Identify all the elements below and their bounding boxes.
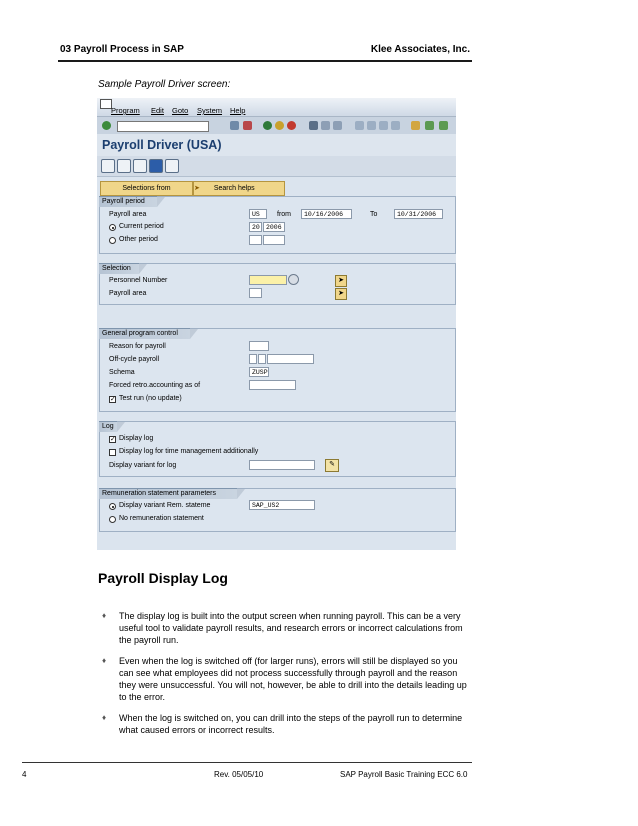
display-variant-rem-label: Display variant Rem. stateme (119, 502, 211, 509)
payroll-area-label: Payroll area (109, 211, 147, 218)
footer-document-title: SAP Payroll Basic Training ECC 6.0 (340, 770, 468, 779)
variant-icon[interactable] (133, 159, 147, 173)
section-title: Payroll Display Log (98, 570, 228, 586)
schema-label: Schema (109, 369, 135, 376)
diamond-bullet-icon: ♦ (102, 713, 107, 722)
menu-edit[interactable]: Edit (151, 106, 164, 115)
offcycle-date-input[interactable] (267, 354, 314, 364)
reason-input[interactable] (249, 341, 269, 351)
multiple-selection-personnel-button[interactable]: ➤ (335, 275, 347, 287)
list-item (102, 655, 474, 703)
remuneration-header: Remuneration statement parameters (99, 488, 237, 499)
footer-rule (22, 762, 472, 763)
search-helps-label: Search helps (213, 185, 255, 192)
layout-menu-icon[interactable] (439, 121, 448, 130)
figure-caption: Sample Payroll Driver screen: (98, 79, 231, 90)
bullet-text: Even when the log is switched off (for larger runs), errors will still be displayed so you can see what employees did not process successfully through payroll and the reason they were unsuccessful. You will not, however, be able to drill into the details leading up to the error. (119, 656, 467, 702)
footer-page-number: 4 (22, 770, 27, 779)
search-helps-button[interactable] (193, 181, 285, 196)
sap-screen-title: Payroll Driver (USA) (102, 138, 222, 152)
sap-titlebar (97, 134, 456, 156)
current-period-year: 2006 (263, 222, 285, 232)
menu-goto[interactable]: Goto (172, 106, 189, 115)
other-period-radio[interactable] (109, 237, 116, 244)
reason-label: Reason for payroll (109, 343, 166, 350)
last-page-icon[interactable] (391, 121, 400, 130)
from-label: from (277, 211, 291, 218)
find-icon[interactable] (321, 121, 330, 130)
save-icon[interactable] (243, 121, 252, 130)
multiple-selection-area-button[interactable]: ➤ (335, 288, 347, 300)
no-remuneration-radio[interactable] (109, 516, 116, 523)
menu-system[interactable]: System (197, 106, 223, 115)
current-period-radio[interactable] (109, 224, 116, 231)
other-period-label: Other period (119, 236, 158, 243)
execute-icon[interactable] (101, 159, 115, 173)
personnel-number-input[interactable] (249, 275, 287, 285)
sap-application-toolbar (97, 156, 456, 177)
current-period-number: 20 (249, 222, 262, 232)
period-from-field: 10/16/2006 (301, 209, 352, 219)
display-variant-rem-input[interactable]: SAP_US2 (249, 500, 315, 510)
forced-retro-input[interactable] (249, 380, 296, 390)
display-log-time-checkbox[interactable] (109, 449, 116, 456)
schema-input[interactable]: ZUSP (249, 367, 269, 377)
arrow-right-icon: ➤ (194, 185, 200, 192)
general-program-control-header: General program control (99, 328, 190, 339)
bullet-text: When the log is switched on, you can drill into the steps of the payroll run to determine what caused errors or incorrect results. (119, 713, 463, 735)
header-rule (58, 60, 472, 62)
other-period-number-input[interactable] (249, 235, 262, 245)
log-header: Log (99, 421, 117, 432)
header-company: Klee Associates, Inc. (370, 44, 470, 55)
display-variant-log-label: Display variant for log (109, 462, 177, 469)
info-icon[interactable] (149, 159, 163, 173)
selection-header: Selection (99, 263, 139, 274)
payroll-area-input[interactable]: US (249, 209, 267, 219)
menu-help[interactable]: Help (230, 106, 246, 115)
other-period-year-input[interactable] (263, 235, 285, 245)
bullet-list (102, 610, 474, 745)
exit-icon[interactable] (275, 121, 284, 130)
print-icon[interactable] (309, 121, 318, 130)
header-chapter: 03 Payroll Process in SAP (60, 44, 184, 55)
selection-payroll-area-input[interactable] (249, 288, 262, 298)
bullet-text: The display log is built into the output screen when running payroll. This can be a very useful tool to validate payroll results, and research errors or incorrect calculations from the payroll run. (119, 611, 463, 645)
current-period-label: Current period (119, 223, 164, 230)
list-item (102, 712, 474, 736)
forced-retro-label: Forced retro.accounting as of (109, 382, 201, 389)
match-code-icon[interactable] (288, 274, 299, 285)
display-log-label: Display log (119, 435, 154, 442)
pencil-icon[interactable]: ✎ (325, 459, 339, 472)
selection-payroll-area-label: Payroll area (109, 290, 147, 297)
personnel-number-label: Personnel Number (109, 277, 168, 284)
display-log-checkbox[interactable]: ✓ (110, 436, 116, 443)
previous-page-icon[interactable] (367, 121, 376, 130)
enter-icon[interactable] (102, 121, 111, 130)
display-variant-log-input[interactable] (249, 460, 315, 470)
sap-standard-toolbar (97, 116, 456, 136)
footer-revision: Rev. 05/05/10 (214, 770, 264, 779)
payroll-period-header: Payroll period (99, 196, 157, 207)
display-log-time-label: Display log for time management additionally (119, 448, 259, 455)
back-icon[interactable] (263, 121, 272, 130)
execute-background-icon[interactable] (117, 159, 131, 173)
sap-screenshot (97, 98, 456, 550)
test-run-checkbox[interactable]: ✓ (110, 396, 116, 403)
list-item (102, 610, 474, 646)
to-label: To (370, 211, 378, 218)
selections-from-button[interactable]: Selections from (100, 181, 193, 196)
offcycle-type-input[interactable] (258, 354, 266, 364)
menu-program[interactable]: Program (111, 106, 140, 115)
no-remuneration-label: No remuneration statement (119, 515, 204, 522)
help-icon[interactable] (425, 121, 434, 130)
selection-options-icon[interactable] (165, 159, 179, 173)
back-arrow-icon[interactable] (230, 121, 239, 130)
diamond-bullet-icon: ♦ (102, 611, 107, 620)
first-page-icon[interactable] (355, 121, 364, 130)
command-field[interactable] (117, 121, 209, 132)
offcycle-label: Off-cycle payroll (109, 356, 160, 363)
new-session-icon[interactable] (411, 121, 420, 130)
offcycle-reason-input[interactable] (249, 354, 257, 364)
test-run-label: Test run (no update) (119, 395, 182, 402)
next-page-icon[interactable] (379, 121, 388, 130)
period-to-field: 10/31/2006 (394, 209, 443, 219)
find-next-icon[interactable] (333, 121, 342, 130)
sap-menubar (97, 98, 456, 116)
cancel-icon[interactable] (287, 121, 296, 130)
display-variant-rem-radio[interactable] (109, 503, 116, 510)
diamond-bullet-icon: ♦ (102, 656, 107, 665)
